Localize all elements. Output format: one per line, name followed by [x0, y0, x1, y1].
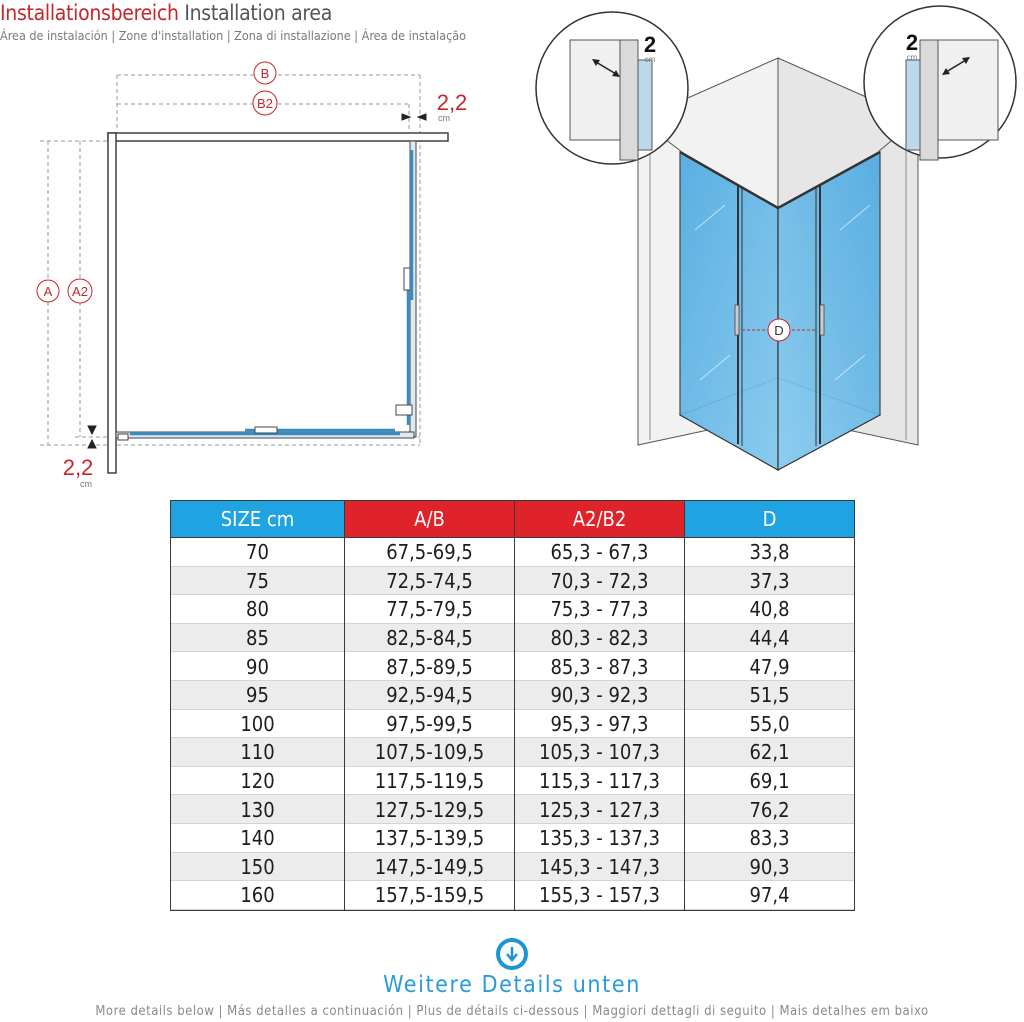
cell-size: 150 [171, 853, 345, 882]
cell-a2-b2: 75,3 - 77,3 [515, 595, 685, 624]
cell-a2-b2: 80,3 - 82,3 [515, 624, 685, 653]
cell-a-b: 97,5-99,5 [345, 710, 515, 739]
more-details-title[interactable]: Weitere Details unten [383, 972, 641, 998]
cell-d: 33,8 [685, 538, 855, 567]
cell-a-b: 127,5-129,5 [345, 795, 515, 824]
svg-text:2: 2 [643, 32, 657, 57]
table-row [171, 881, 855, 910]
svg-text:cm: cm [644, 55, 656, 64]
cell-a2-b2: 70,3 - 72,3 [515, 567, 685, 596]
title-german: Installationsbereich [0, 1, 179, 25]
cell-a-b: 137,5-139,5 [345, 824, 515, 853]
cell-size: 140 [171, 824, 345, 853]
svg-text:A: A [43, 284, 53, 299]
title-block [0, 0, 466, 44]
detail-callout-left [536, 12, 688, 164]
cell-a2-b2: 90,3 - 92,3 [515, 681, 685, 710]
cell-size: 80 [171, 595, 345, 624]
svg-text:A2: A2 [72, 284, 88, 299]
cell-size: 95 [171, 681, 345, 710]
cell-a-b: 147,5-149,5 [345, 853, 515, 882]
cell-a-b: 87,5-89,5 [345, 652, 515, 681]
cell-a2-b2: 135,3 - 137,3 [515, 824, 685, 853]
dimension-label-a2 [68, 279, 92, 303]
header-a2-b2: A2/B2 [515, 501, 685, 538]
table-row [171, 853, 855, 882]
cell-size: 75 [171, 567, 345, 596]
title-translations: Área de instalación | Zone d'installation | Zona di installazione | Área de instalação [0, 28, 467, 43]
cell-a2-b2: 105,3 - 107,3 [515, 738, 685, 767]
cell-a-b: 77,5-79,5 [345, 595, 515, 624]
table-row [171, 767, 855, 796]
back-wall [108, 133, 448, 141]
cell-a-b: 72,5-74,5 [345, 567, 515, 596]
cell-size: 85 [171, 624, 345, 653]
cell-a2-b2: 115,3 - 117,3 [515, 767, 685, 796]
cell-d: 44,4 [685, 624, 855, 653]
header-a-b: A/B [345, 501, 515, 538]
page-title [0, 0, 466, 26]
title-english: Installation area [184, 1, 332, 25]
cell-d: 51,5 [685, 681, 855, 710]
table-row [171, 538, 855, 567]
svg-text:D: D [774, 323, 784, 338]
cell-a2-b2: 125,3 - 127,3 [515, 795, 685, 824]
svg-text:B2: B2 [257, 96, 273, 111]
gap-bottom-value: 2,2 [62, 455, 94, 480]
table-row [171, 710, 855, 739]
dimension-label-b [254, 62, 276, 84]
table-row [171, 681, 855, 710]
gap-bottom-unit: cm [80, 479, 92, 489]
cell-a-b: 92,5-94,5 [345, 681, 515, 710]
cell-d: 47,9 [685, 652, 855, 681]
cell-size: 100 [171, 710, 345, 739]
cell-d: 55,0 [685, 710, 855, 739]
table-row [171, 795, 855, 824]
cell-a-b: 82,5-84,5 [345, 624, 515, 653]
cell-a2-b2: 85,3 - 87,3 [515, 652, 685, 681]
table-row [171, 738, 855, 767]
cell-size: 70 [171, 538, 345, 567]
gap-top-unit: cm [438, 113, 450, 123]
cell-a-b: 117,5-119,5 [345, 767, 515, 796]
table-row [171, 567, 855, 596]
enclosure-plan [116, 141, 416, 440]
cell-size: 160 [171, 881, 345, 910]
cell-size: 110 [171, 738, 345, 767]
shower-perspective-diagram [530, 0, 1024, 490]
more-details-translations: More details below | Más detalles a continuación | Plus de détails ci-dessous | Maggiori dettagli di seguito | Mais detalhes em baixo [95, 1004, 929, 1019]
cell-d: 90,3 [685, 853, 855, 882]
detail-callout-right [864, 6, 1016, 160]
cell-a2-b2: 145,3 - 147,3 [515, 853, 685, 882]
side-wall [108, 133, 116, 473]
cell-a-b: 107,5-109,5 [345, 738, 515, 767]
cell-d: 76,2 [685, 795, 855, 824]
cell-a-b: 157,5-159,5 [345, 881, 515, 910]
size-table [170, 500, 855, 911]
floor-plan-diagram [0, 55, 500, 495]
cell-d: 97,4 [685, 881, 855, 910]
cell-a2-b2: 65,3 - 67,3 [515, 538, 685, 567]
dimension-label-b2 [253, 91, 277, 115]
table-row [171, 652, 855, 681]
gap-top-value: 2,2 [436, 90, 468, 115]
cell-d: 37,3 [685, 567, 855, 596]
cell-a2-b2: 95,3 - 97,3 [515, 710, 685, 739]
table-header-row [171, 501, 855, 538]
cell-d: 40,8 [685, 595, 855, 624]
header-size: SIZE cm [171, 501, 345, 538]
cell-a-b: 67,5-69,5 [345, 538, 515, 567]
svg-text:cm: cm [906, 53, 918, 62]
cell-d: 83,3 [685, 824, 855, 853]
table-row [171, 824, 855, 853]
arrow-down-circle-icon[interactable] [496, 938, 528, 970]
gap-arrow-top [402, 114, 426, 120]
svg-text:2: 2 [905, 30, 919, 55]
svg-text:B: B [260, 66, 270, 81]
cell-d: 69,1 [685, 767, 855, 796]
table-row [171, 595, 855, 624]
cell-size: 90 [171, 652, 345, 681]
table-row [171, 624, 855, 653]
cell-a2-b2: 155,3 - 157,3 [515, 881, 685, 910]
cell-size: 120 [171, 767, 345, 796]
cell-size: 130 [171, 795, 345, 824]
dimension-label-a [37, 280, 59, 302]
cell-d: 62,1 [685, 738, 855, 767]
header-d: D [685, 501, 855, 538]
